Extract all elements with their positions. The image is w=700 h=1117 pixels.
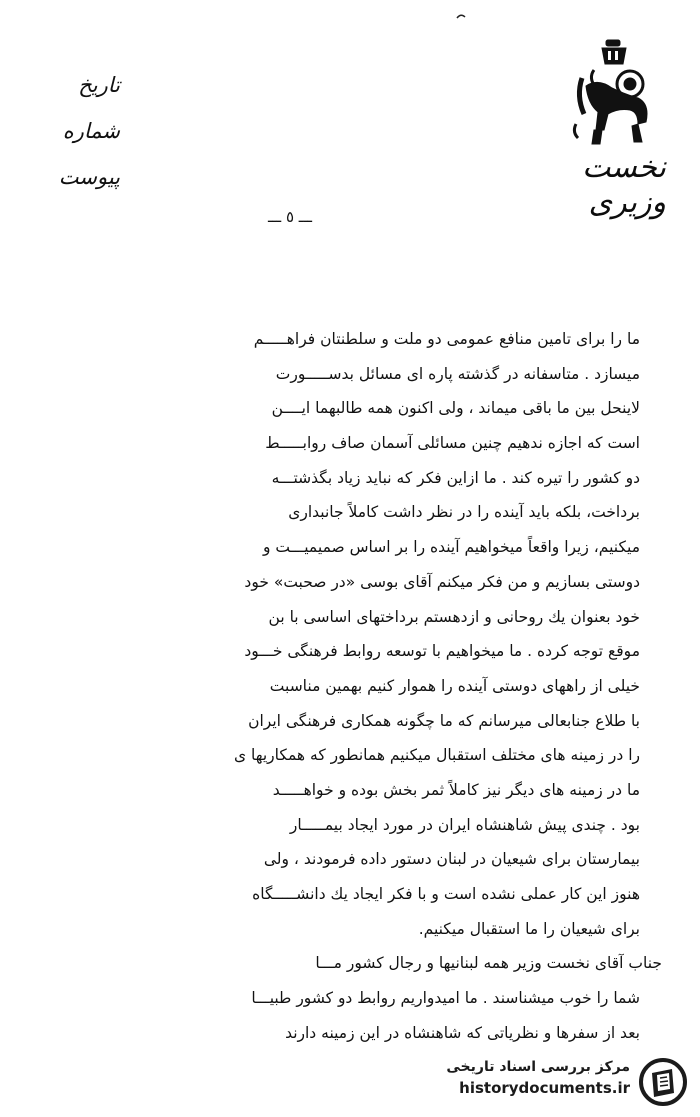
body-line: شما را خوب میشناسند . ما امیدواریم روابط دو کشور طبیـــا [251,989,640,1008]
ministry-title: نخست وزیری [582,150,666,220]
body-line: برداخت، بلکه باید آینده را در نظر داشت کاملاً جانبداری [288,503,640,522]
body-line: جناب آقای نخست وزیر همه لبنانیها و رجال کشور مـــا [315,954,662,973]
meta-fields [30,62,120,200]
body-line: بیمارستان برای شیعیان در لبنان دستور داده فرمودند ، ولی [263,850,640,869]
body-line: با طلاع جنابعالی میرسانم که ما چگونه همکاری فرهنگی ایران [248,711,640,730]
body-line: خیلی از راههای دوستی آینده را هموار کنیم بهمین مناسبت [269,676,640,695]
body-line: برای شیعیان را ما استقبال میکنیم. [418,919,640,938]
body-line: بعد از سفرها و نظریاتی که شاهنشاه در این زمینه دارند [285,1023,640,1042]
body-line: میسازد . متاسفانه در گذشته پاره ای مسائل بدســـــورت [275,364,640,383]
letter-body [40,322,662,1050]
archive-watermark [422,1055,692,1109]
page-number: ـــ ٥ ـــ [268,208,312,226]
body-line: موقع توجه کرده . ما میخواهیم با توسعه روابط فرهنگی خـــود [244,642,640,661]
body-line: ما را برای تامین منافع عمومی دو ملت و سلطنتان فراهـــــم [253,330,640,348]
body-line: لاینحل بین ما باقی میماند ، ولی اکنون همه طالبهما ایــــن [271,399,640,418]
body-line: بود . چندی پیش شاهنشاه ایران در مورد ایجاد بیمـــــار [289,815,640,834]
watermark-fa: مرکز بررسی اسناد تاریخی [446,1059,630,1075]
body-line: هنوز این کار عملی نشده است و با فکر ایجاد یك دانشـــــگاه [252,885,640,903]
body-line: را در زمینه های مختلف استقبال میکنیم همانطور که همکاریها ی [233,746,640,765]
body-line: ما در زمینه های دیگر نیز کاملاً ثمر بخش بوده و خواهـــــد [272,780,640,799]
number-field-label: شماره [62,119,120,143]
body-line: دوستی بسازیم و من فکر میکنم آقای بوسی «در صحبت» خود [244,572,640,591]
ink-speck-icon [456,12,466,20]
date-field-label: تاریخ [78,73,120,97]
body-line: دو کشور را تیره کند . ما ازاین فکر که نباید زیاد بگذشتـــه [271,468,640,487]
body-line: خود بعنوان یك روحانی و ازدهستم برداختهای اساسی با بن [268,607,640,626]
lion-and-sun-crown-emblem-icon [568,38,660,148]
watermark-text [446,1059,630,1097]
archive-logo-icon [638,1057,688,1107]
attachment-field-label: پیوست [58,165,120,189]
body-line: است که اجازه ندهیم چنین مسائلی آسمان صاف روابـــــط [265,434,640,453]
body-line: میکنیم، زیرا واقعاً میخواهیم آینده را بر اساس صمیمیـــت و [263,538,640,557]
watermark-en: historydocuments.ir [459,1079,630,1097]
